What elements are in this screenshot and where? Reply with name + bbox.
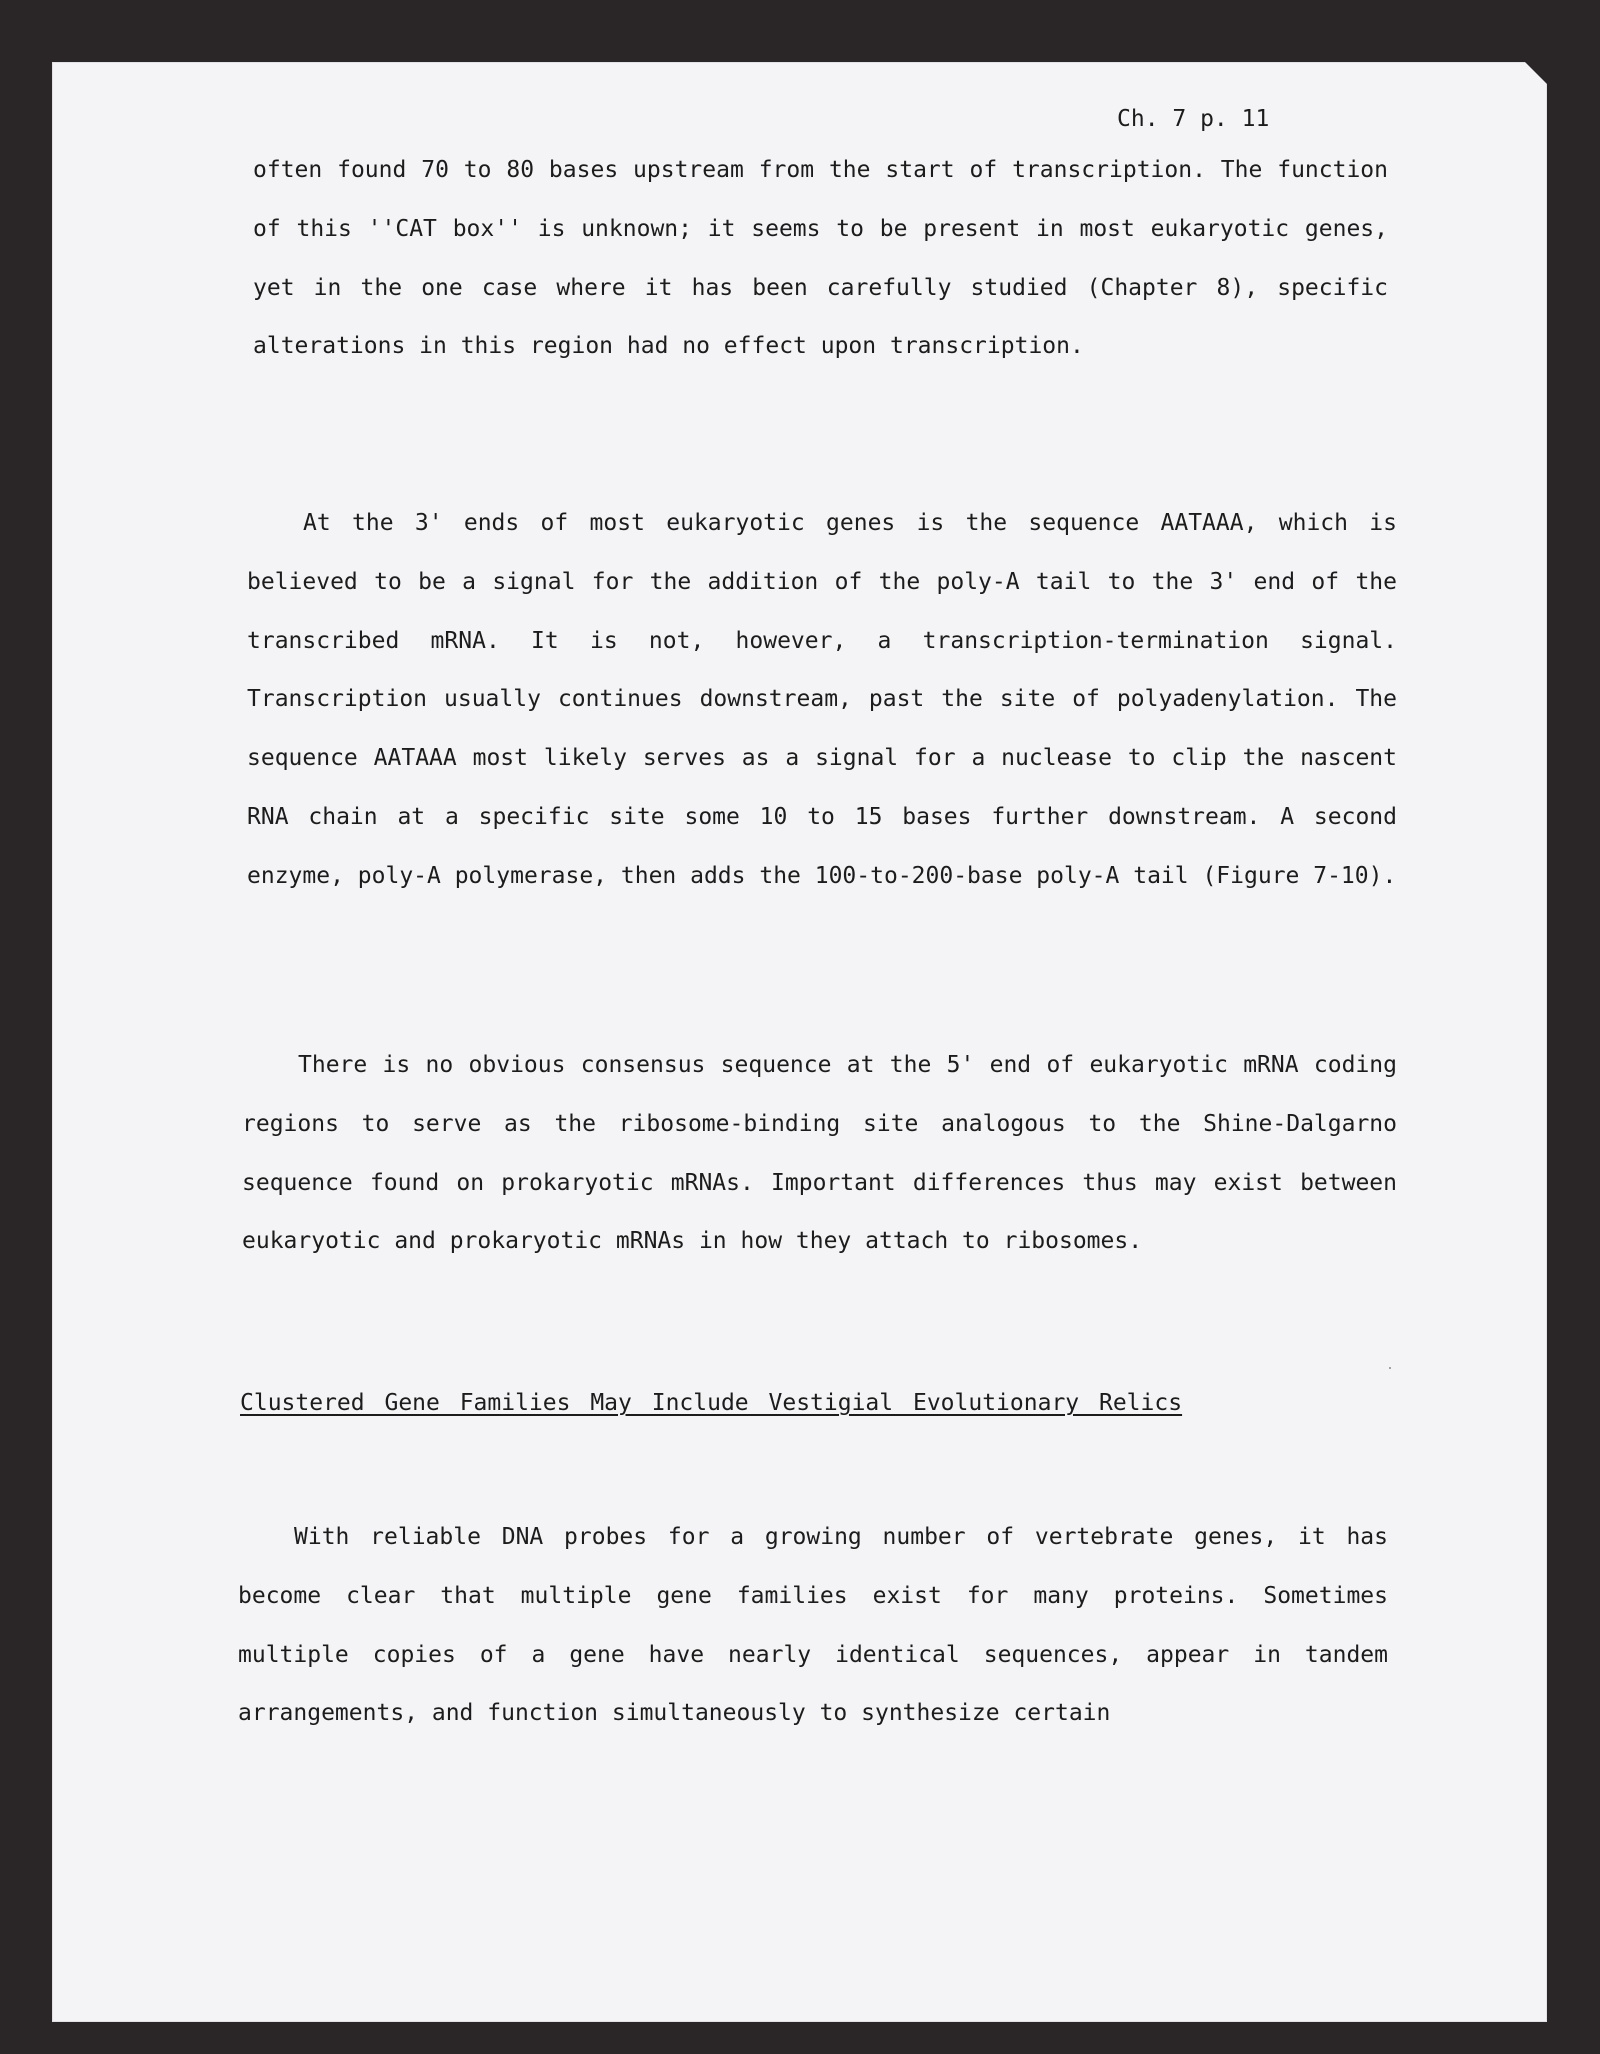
page-number: Ch. 7 p. 11	[1117, 106, 1270, 132]
scan-speck	[1389, 1367, 1391, 1369]
paragraph-cat-box: often found 70 to 80 bases upstream from the start of transcription. The function of this ''CAT box'' is unknown; it seems to be present in most eukaryotic genes, yet in the one case where it has been carefully studied (Chapter 8), specific alterations in this region had no effect upon transcription.	[253, 157, 1388, 360]
paragraph-ribosome-binding: There is no obvious consensus sequence at the 5' end of eukaryotic mRNA coding regions to serve as the ribosome-binding site analogous to the Shine-Dalgarno sequence found on prokaryotic mRNAs. Important differences thus may exist between eukaryotic and prokaryotic mRNAs in how they attach to ribosomes.	[242, 1052, 1397, 1255]
section-heading: Clustered Gene Families May Include Vestigial Evolutionary Relics	[240, 1390, 1183, 1416]
paragraph-polyadenylation: At the 3' ends of most eukaryotic genes is the sequence AATAAA, which is believed to be a signal for the addition of the poly-A tail to the 3' end of the transcribed mRNA. It is not, however, a transcription-termination signal. Transcription usually continues downstream, past the site of polyadenylation. The sequence AATAAA most likely serves as a signal for a nuclease to clip the nascent RNA chain at a specific site some 10 to 15 bases further downstream. A second enzyme, poly-A polymerase, then adds the 100-to-200-base poly-A tail (Figure 7-10).	[247, 510, 1397, 889]
paragraph-gene-families: With reliable DNA probes for a growing number of vertebrate genes, it has become clear that multiple gene families exist for many proteins. Sometimes multiple copies of a gene have nearly identical sequences, appear in tandem arrangements, and function simultaneously to synthesize certain	[238, 1524, 1388, 1727]
folded-corner	[1522, 59, 1550, 87]
